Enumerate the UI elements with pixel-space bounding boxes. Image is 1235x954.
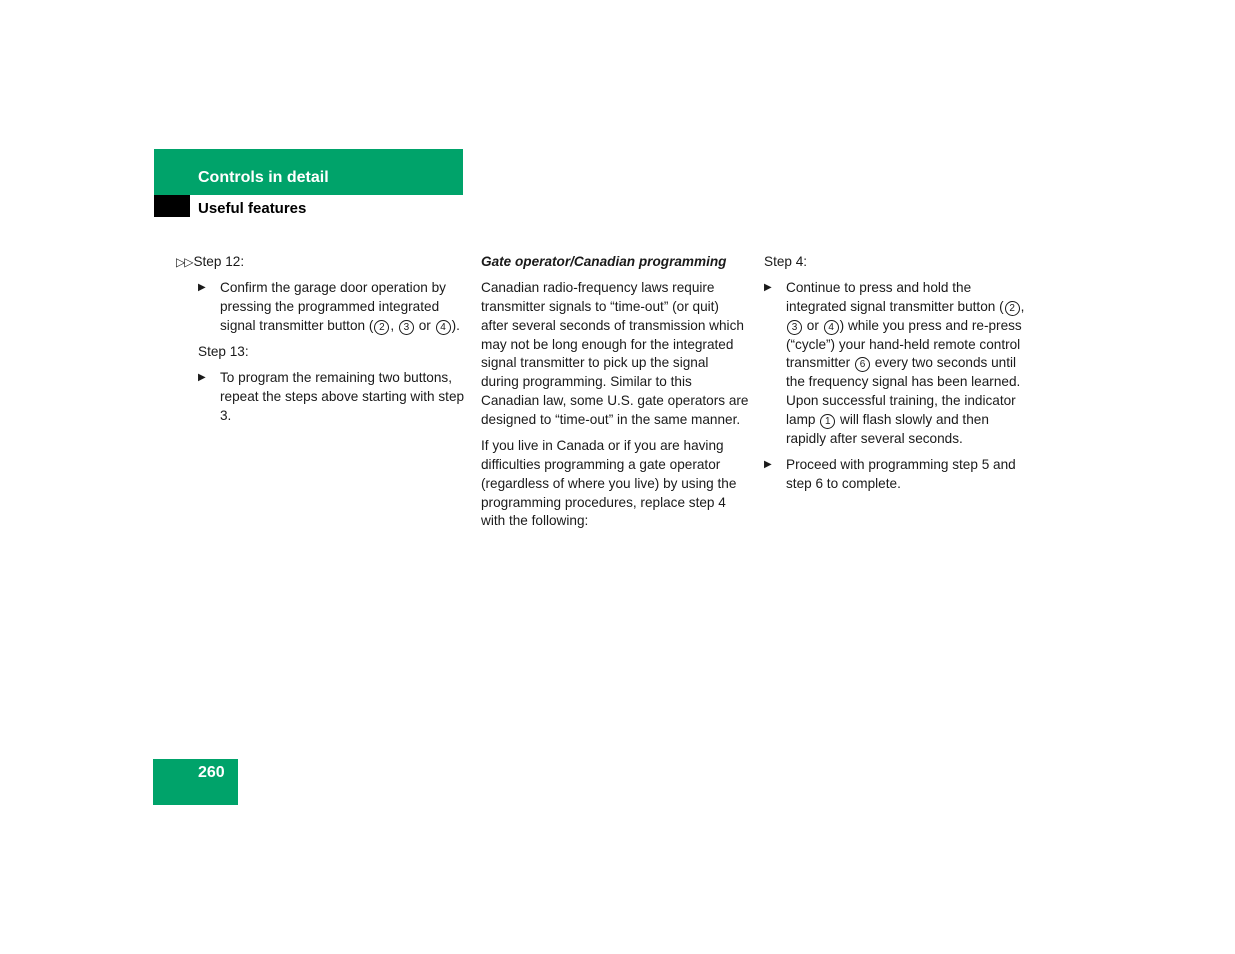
- bullet-text: ) while you press and re-press (“cycle”) your hand-held remote control transmitter: [786, 317, 1022, 371]
- circled-number-icon: 1: [820, 414, 835, 429]
- bullet-text: Proceed with programming step 5 and step 6 to complete.: [786, 456, 1016, 491]
- bullet-press-hold: [764, 279, 1032, 448]
- step-4-label: Step 4:: [764, 254, 808, 269]
- bullet-arrow-icon: ▶: [764, 282, 772, 294]
- bullet-text: Confirm the garage door operation by pressing the programmed integrated signal transmitter button (: [220, 280, 446, 333]
- bullet-text: will flash slowly and then rapidly after several seconds.: [786, 411, 989, 446]
- gate-operator-heading: Gate operator/Canadian programming: [481, 254, 727, 269]
- separator: ,: [1020, 299, 1025, 315]
- page-number: 260: [198, 764, 225, 781]
- column-2: [481, 253, 749, 539]
- bullet-remaining-buttons: [198, 369, 466, 425]
- column-3: [764, 253, 1032, 501]
- separator: ,: [390, 317, 398, 333]
- bullet-proceed: [764, 456, 1032, 494]
- circled-number-icon: 2: [1005, 301, 1020, 316]
- separator: or: [803, 317, 823, 333]
- circled-number-icon: 3: [399, 320, 414, 335]
- separator: or: [414, 317, 435, 333]
- circled-number-icon: 6: [855, 357, 870, 372]
- circled-number-icon: 2: [374, 320, 389, 335]
- page-number-box: [153, 759, 238, 805]
- bullet-text: To program the remaining two buttons, repeat the steps above starting with step 3.: [220, 370, 465, 424]
- bullet-arrow-icon: ▶: [198, 372, 206, 384]
- canada-difficulties-paragraph: If you live in Canada or if you are having difficulties programming a gate operator (regardless of where you live) by using the programming procedures, replace step 4 with the following:: [481, 438, 737, 529]
- circled-number-icon: 4: [436, 320, 451, 335]
- bullet-arrow-icon: ▶: [198, 282, 206, 294]
- bullet-text: Continue to press and hold the integrated signal transmitter button (: [786, 280, 1004, 315]
- bullet-text: ).: [451, 317, 460, 333]
- circled-number-icon: 3: [787, 320, 802, 335]
- subsection-title: Useful features: [198, 200, 307, 217]
- column-1: [176, 253, 466, 433]
- bullet-arrow-icon: ▶: [764, 458, 772, 470]
- bullet-confirm: [198, 279, 466, 335]
- step-12-text: Step 12:: [193, 254, 245, 269]
- canadian-laws-paragraph: Canadian radio-frequency laws require transmitter signals to “time-out” (or quit) after several seconds of transmission which may not be long enough for the integrated signal transmitter to pick up the signal during programming. Similar to this Canadian law, some U.S. gate operators are designed to “time-out” in the same manner.: [481, 280, 749, 427]
- circled-number-icon: 4: [824, 320, 839, 335]
- continuation-icon: ▷▷: [176, 255, 193, 269]
- section-title: Controls in detail: [198, 169, 329, 186]
- step-13-label: Step 13:: [198, 344, 249, 360]
- bullet-text: every two seconds until the frequency signal has been learned. Upon successful training, the indicator lamp: [786, 355, 1021, 427]
- step-12-label: [176, 253, 466, 272]
- section-marker: [154, 195, 190, 217]
